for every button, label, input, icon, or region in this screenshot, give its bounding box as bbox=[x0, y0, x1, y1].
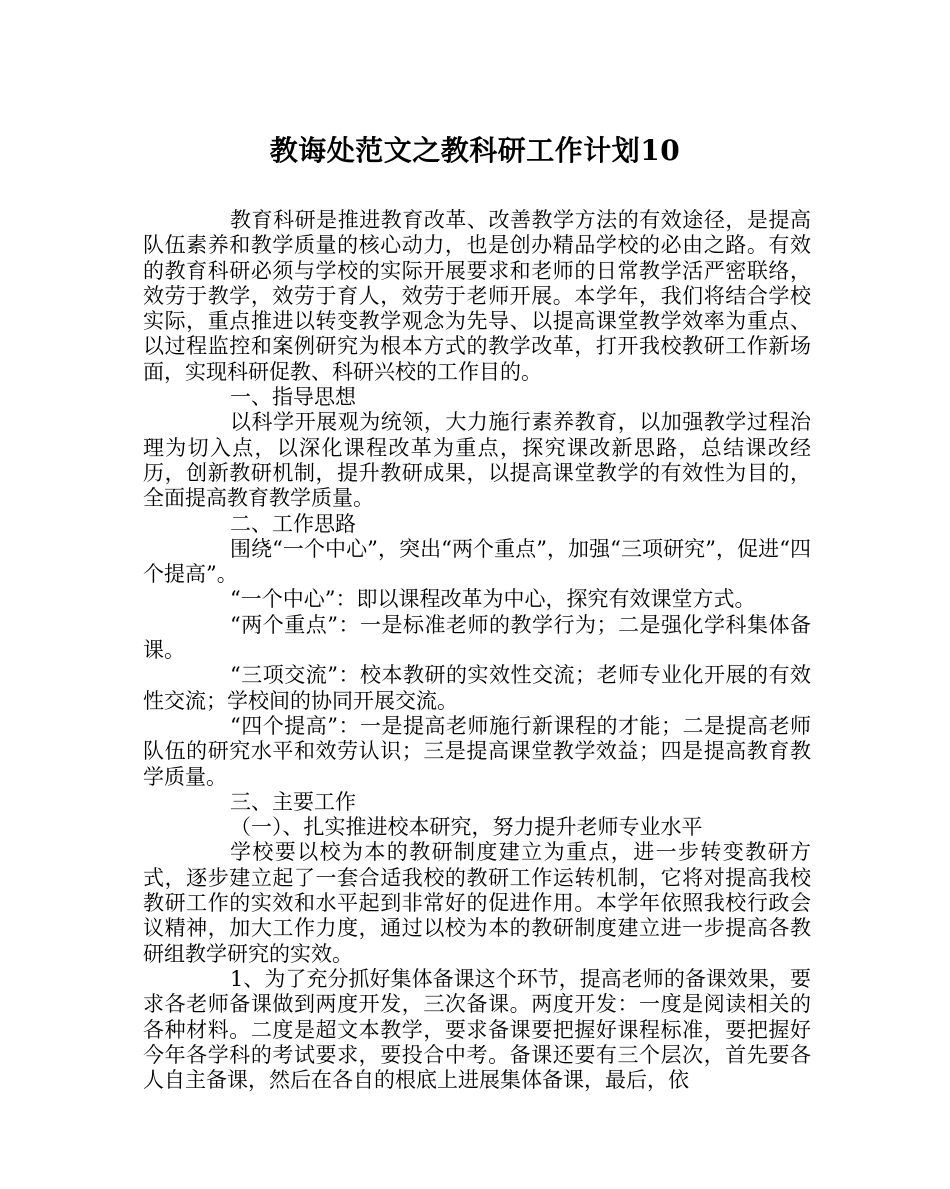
paragraph-two-focuses: “两个重点”：一是标准老师的教学行为；二是强化学科集体备课。 bbox=[143, 612, 811, 663]
paragraph-school-research: 学校要以校为本的教研制度建立为重点，进一步转变教研方式，逐步建立起了一套合适我校的教研工作运转机制，它将对提高我校教研工作的实效和水平起到非常好的促进作用。本学年依照我校行政会议精神，加大工作力度，通过以校为本的教研制度建立进一步提高各教研组教学研究的实效。 bbox=[143, 840, 811, 966]
heading-main-work: 三、主要工作 bbox=[230, 789, 356, 814]
paragraph-collective-lesson-prep: 1、为了充分抓好集体备课这个环节，提高老师的备课效果，要求各老师备课做到两度开发，三次备课。两度开发：一度是阅读相关的各种材料。二度是超文本教学，要求备课要把握好课程标准，要把握好今年各学科的考试要求，要投合中考。备课还要有三个层次，首先要各人自主备课，然后在各自的根底上进展集体备课，最后，依 bbox=[143, 966, 811, 1093]
paragraph-intro: 教育科研是推进教育改革、改善教学方法的有效途径，是提高队伍素养和教学质量的核心动力，也是创办精品学校的必由之路。有效的教育科研必须与学校的实际开展要求和老师的日常教学活严密联络，效劳于教学，效劳于育人，效劳于老师开展。本学年，我们将结合学校实际，重点推进以转变教学观念为先导、以提高课堂教学效率为重点、以过程监控和案例研究为根本方式的教学改革，打开我校教研工作新场面，实现科研促教、科研兴校的工作目的。 bbox=[143, 208, 811, 384]
paragraph-one-center: “一个中心”：即以课程改革为中心，探究有效课堂方式。 bbox=[230, 587, 756, 612]
paragraph-three-exchanges: “三项交流”：校本教研的实效性交流；老师专业化开展的有效性交流；学校间的协同开展交流。 bbox=[143, 663, 811, 713]
heading-guiding-ideology: 一、指导思想 bbox=[230, 385, 356, 410]
subheading-school-research: （一）、扎实推进校本研究，努力提升老师专业水平 bbox=[230, 815, 703, 840]
paragraph-work-approach: 围绕“一个中心”，突出“两个重点”，加强“三项研究”，促进“四个提高”。 bbox=[143, 536, 811, 587]
document-title: 教诲处范文之教科研工作计划10 bbox=[269, 134, 681, 167]
heading-work-approach: 二、工作思路 bbox=[230, 511, 356, 536]
paragraph-guiding-ideology: 以科学开展观为统领，大力施行素养教育，以加强教学过程治理为切入点，以深化课程改革为重点，探究课改新思路，总结课改经历，创新教研机制，提升教研成果，以提高课堂教学的有效性为目的，全面提高教育教学质量。 bbox=[143, 410, 811, 511]
document-body bbox=[143, 208, 811, 1093]
paragraph-four-improvements: “四个提高”：一是提高老师施行新课程的才能；二是提高老师队伍的研究水平和效劳认识；三是提高课堂教学效益；四是提高教育教学质量。 bbox=[143, 713, 811, 789]
